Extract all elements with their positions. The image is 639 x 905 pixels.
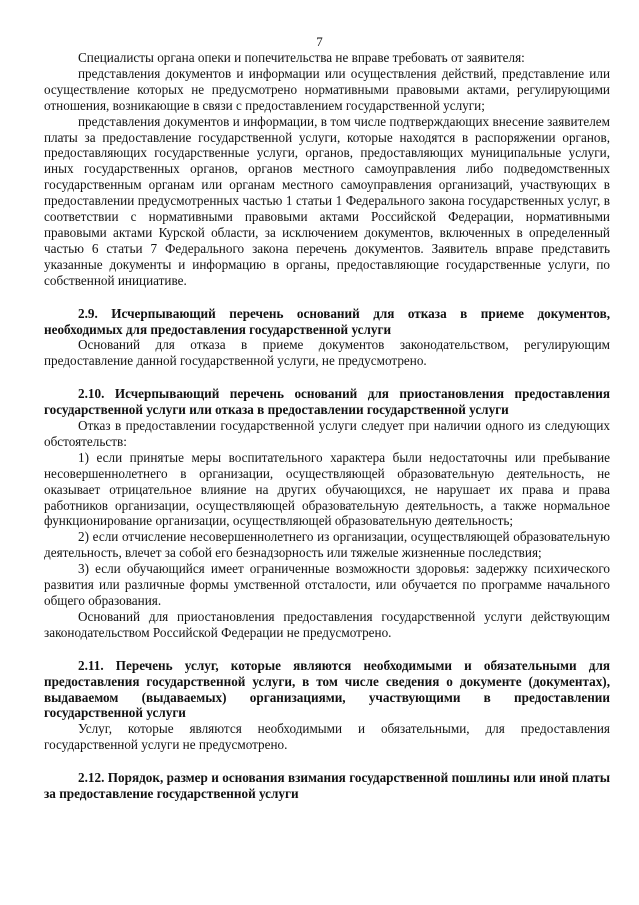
section-heading-2-12: 2.12. Порядок, размер и основания взимания государственной пошлины или иной платы за предоставление государственной услуги — [44, 770, 610, 802]
section-heading-2-10: 2.10. Исчерпывающий перечень оснований для приостановления предоставления государственной услуги или отказа в предоставлении государственной услуги — [44, 386, 610, 418]
paragraph: Специалисты органа опеки и попечительства не вправе требовать от заявителя: — [78, 50, 525, 65]
paragraph: представления документов и информации, в том числе подтверждающих внесение заявителем платы за предоставление государственной услуги, которые находятся в распоряжении органов, предоставляющих государственные услуги, органов, предоставляющих муниципальные услуги, иных государственных органов, органов местного самоуправления либо подведомственных государственным органам или органам местного самоуправления организаций, участвующих в предоставлении предусмотренных частью 1 статьи 1 Федерального закона государственных услуг, в соответствии с нормативными правовыми актами Российской Федерации, нормативными правовыми актами Курской области, за исключением документов, включенных в определенный частью 6 статьи 7 Федерального закона перечень документов. Заявитель вправе представить указанные документы и информацию в органы, предоставляющие государственные услуги, по собственной инициативе. — [44, 113, 610, 288]
paragraph: Оснований для приостановления предоставления государственной услуги действующим законодательством Российской Федерации не предусмотрено. — [44, 608, 610, 640]
page-number: 7 — [316, 34, 323, 49]
list-item: 1) если принятые меры воспитательного характера были недостаточны или пребывание несовершеннолетнего в организации, осуществляющей образовательную деятельность, не оказывает отрицательное влияние на других обучающихся, не нарушает их права и права работников организации, осуществляющей образовательную деятельность, а также нормальное функционирование организации, осуществляющей образовательную деятельность; — [44, 449, 610, 529]
page-content — [44, 50, 610, 802]
paragraph: представления документов и информации или осуществления действий, представление или осуществление которых не предусмотрено нормативными правовыми актами, регулирующими отношения, возникающие в связи с предоставлением государственной услуги; — [44, 65, 610, 113]
list-item: 2) если отчисление несовершеннолетнего из организации, осуществляющей образовательную деятельность, влечет за собой его безнадзорность или тяжелые жизненные последствия; — [44, 529, 610, 561]
spacer — [44, 641, 610, 658]
section-heading-2-9: 2.9. Исчерпывающий перечень оснований для отказа в приеме документов, необходимых для предоставления государственной услуги — [44, 305, 610, 337]
spacer — [44, 369, 610, 386]
section-heading-2-11: 2.11. Перечень услуг, которые являются необходимыми и обязательными для предоставления государственной услуги, в том числе сведения о документе (документах), выдаваемом (выдаваемых) организациями, участвующими в предоставлении государственной услуги — [44, 657, 610, 721]
spacer — [44, 289, 610, 306]
list-item: 3) если обучающийся имеет ограниченные возможности здоровья: задержку психического развития или различные формы умственной отсталости, или обучается по программе начального общего образования. — [44, 561, 610, 608]
paragraph: Отказ в предоставлении государственной услуги следует при наличии одного из следующих обстоятельств: — [44, 418, 610, 449]
spacer — [44, 753, 610, 770]
paragraph: Услуг, которые являются необходимыми и обязательными, для предоставления государственной услуги не предусмотрено. — [44, 721, 610, 753]
paragraph: Оснований для отказа в приеме документов законодательством, регулирующим предоставление данной государственной услуги, не предусмотрено. — [44, 337, 610, 369]
